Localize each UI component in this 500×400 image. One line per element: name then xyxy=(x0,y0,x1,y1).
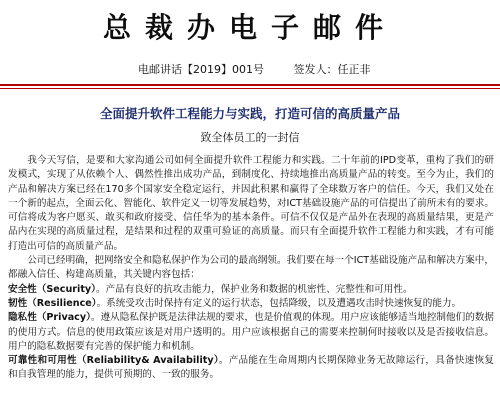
principle-text: 。产品有良好的抗攻击能力，保护业务和数据的机密性、完整性和可用性。 xyxy=(95,283,413,295)
document-reference: 电邮讲话【2019】001号 xyxy=(138,63,264,76)
principle-term: 安全性（Security） xyxy=(8,283,96,295)
principle-term: 隐私性（Privacy） xyxy=(8,312,91,324)
sender-line: 签发人：任正非 xyxy=(293,63,371,76)
principle-privacy xyxy=(8,311,494,354)
principle-text: 。遵从隐私保护既是法律法规的要求，也是价值观的体现。用户应该能够适当地控制他们的数据的使用方式。信息的使用政策应该是对用户透明的。用户应该根据自己的需要来控制何时接收以及是否接收信息。用户的隐私数据要有完善的保护能力和机制。 xyxy=(8,312,495,352)
principle-text: 。系统受攻击时保持有定义的运行状态，包括降级，以及遭遇攻击时快速恢复的能力。 xyxy=(96,297,462,309)
principle-term: 可靠性和可用性（Reliability& Availability） xyxy=(8,355,219,367)
email-meta xyxy=(138,61,371,77)
principle-reliability xyxy=(8,354,494,383)
principle-text: 。产品能在生命周期内长期保障业务无故障运行，具备快速恢复和自我管理的能力，提供可预期的、一致的服务。 xyxy=(8,355,495,381)
body-paragraph-2: 公司已经明确，把网络安全和隐私保护作为公司的最高纲领。我们要在每一个ICT基础设施产品和解决方案中，都融入信任、构建高质量，其关键内容包括： xyxy=(8,255,494,281)
principle-term: 韧性（Resilience） xyxy=(8,297,97,309)
letter-body xyxy=(8,154,494,383)
letter-subtitle: 致全体员工的一封信 xyxy=(200,131,300,144)
masthead-title: 总裁办电子邮件 xyxy=(102,11,397,44)
header-rule-thick xyxy=(0,84,500,86)
letter-title: 全面提升软件工程能力与实践，打造可信的高质量产品 xyxy=(99,106,400,121)
principle-resilience xyxy=(8,297,494,311)
header-rule-thin xyxy=(0,88,500,89)
principle-security xyxy=(8,283,494,297)
body-paragraph-1: 我今天写信，是要和大家沟通公司如何全面提升软件工程能力和实践。二十年前的IPD变革，重构了我们的研发模式，实现了从依赖个人、偶然性推出成功产品，到制度化、持续地推出高质量产品的转变。至今为止，我们的产品和解决方案已经在170多个国家安全稳定运行，并因此积累和赢得了全球数万客户的信任。今天，我们又处在一个新的起点，全面云化、智能化、软件定义一切等发展趋势，对ICT基础设施产品的可信提出了前所未有的要求。可信将成为客户愿买、敢买和政府接受、信任华为的基本条件。可信不仅仅是产品外在表现的高质量结果，更是产品内在实现的高质量过程，是结果和过程的双重可验证的高质量。而只有全面提升软件工程能力和实践，才有可能打造出可信的高质量产品。 xyxy=(8,155,494,252)
